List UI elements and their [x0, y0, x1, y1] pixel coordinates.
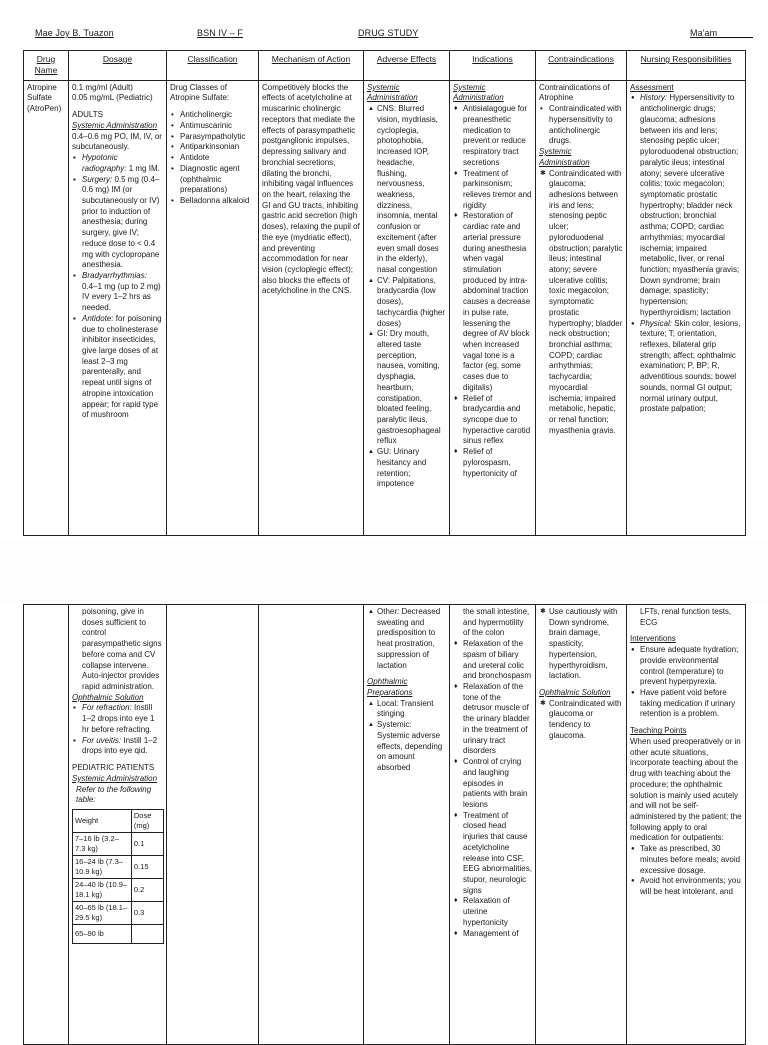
table-row: 7–16 lb (3.2–7.3 kg) 0.1 — [73, 833, 164, 856]
list-item: ♦ Relaxation of uterine hypertonicity — [463, 896, 532, 928]
dosage-continued: poisoning, give in doses sufficient to control parasympathetic signs before coma and CV collapse intervene. Auto-injector provides rapid administration. — [82, 607, 162, 692]
list-item: • Antiparkinsonian — [180, 142, 255, 153]
list-item: • Contraindicated with hypersensitivity to anticholinergic drugs. — [549, 104, 623, 147]
dose-header: Dose (mg) — [131, 809, 163, 832]
indications-heading: Systemic Administration — [453, 82, 504, 103]
list-item: ♦ Antisialagogue for preanesthetic medication to prevent or reduce respiratory tract secretions — [463, 104, 532, 168]
mechanism-cell: Competitively blocks the effects of acetylcholine at muscarinic cholinergic receptors that mediate the effects of parasympathetic postganglionic impulses, depressing salivary and bronchial secretions, dilating the bronchi, inhibiting vagal influences on the heart, relaxing the GI and GU tracts, inhibiting gastric acid secretion (high doses), relaxing the pupil of the eye (mydriatic effect), and preventing accommodation for near vision (cycloplegic effect); also blocks the effects of acetylcholine in the CNS. — [259, 80, 364, 535]
list-item: ▲ CNS: Blurred vision, mydriasis, cycloplegia, photophobia, increased IOP, headache, flushing, nervousness, weakness, dizziness, insomnia, mental confusion or excitement (after even small doses in the elderly), nasal congestion — [377, 104, 446, 276]
student-name: Mae Joy B. Tuazon — [35, 28, 114, 38]
assessment-heading: Assessment — [630, 82, 674, 92]
list-item: ▪ For refraction: Instill 1–2 drops into eye 1 hr before refracting. — [82, 703, 163, 735]
contraindications-cell — [536, 605, 627, 1045]
list-item: ✱ Contraindicated with glaucoma or tendency to glaucoma. — [549, 699, 623, 742]
mechanism-cell — [259, 605, 364, 1045]
list-item: ♦ Treatment of closed head injuries that cause acetylcholine release into CSF, EEG abnormalities, stupor, neurologic signs — [463, 811, 532, 897]
indications-cell — [450, 80, 536, 535]
col-classification: Classification — [167, 51, 259, 81]
list-item: ▪ Bradyarrhythmias: 0.4–1 mg (up to 2 mg) IV every 1–2 hrs as needed. — [82, 271, 163, 314]
nursing-cell — [627, 605, 746, 1045]
list-item: • Parasympatholytic — [180, 132, 255, 143]
table-header-row — [24, 51, 746, 81]
interventions-heading: Interventions — [630, 634, 676, 644]
ophthalmic-solution-heading: Ophthalmic Solution — [539, 688, 611, 698]
course-section: BSN IV – F — [197, 28, 244, 38]
list-item: ▲ GI: Dry mouth, altered taste perception, nausea, vomiting, dysphagia, heartburn, constipation, bloated feeling, paralytic ileus, gastroesophageal reflux — [377, 329, 446, 447]
list-item: ● Have patient void before taking medication if urinary retention is a problem. — [640, 688, 742, 720]
col-drug-name: Drug Name — [24, 51, 69, 81]
drug-study-table — [23, 50, 746, 536]
col-mechanism: Mechanism of Action — [259, 51, 364, 81]
list-item: ♦ Treatment of parkinsonism; relieves tremor and rigidity — [463, 169, 532, 212]
list-item: ♦ Relief of pylorospasm, hypertonicity of — [463, 447, 532, 479]
systemic-admin-heading: Systemic Administration — [72, 120, 158, 130]
col-contraindications: Contraindications — [536, 51, 627, 81]
list-item: ● Ensure adequate hydration; provide environmental control (temperature) to prevent hyperpyrexia. — [640, 645, 742, 688]
list-item: ▪ Surgery: 0.5 mg (0.4–0.6 mg) IM (or subcutaneously or IV) prior to induction of anesthesia; during surgery, give IV; reduce dose to < 0.4 mg with cyclopropane anesthesia. — [82, 175, 163, 271]
adults-heading: ADULTS — [72, 110, 103, 120]
list-item: • Antidote — [180, 153, 255, 164]
list-item: • Anticholinergic — [180, 110, 255, 121]
weight-header: Weight — [73, 809, 132, 832]
teaching-points-text: When used preoperatively or in other acute situations, incorporate teaching about the drug with teaching about the procedure; the ophthalmic solution is mainly used acutely and will not be self-administered by the patient; the following apply to oral medication for outpatients: — [630, 736, 742, 843]
table-row — [24, 80, 746, 535]
dosage-adult: 0.1 mg/ml (Adult) — [72, 82, 133, 92]
adverse-list — [367, 104, 446, 490]
dosage-list — [72, 153, 163, 421]
ophthalmic-preparations-heading: Ophthalmic Preparations — [367, 677, 413, 698]
drug-study-page-2 — [0, 604, 768, 1024]
table-row: 40–65 lb (18.1–29.5 kg) 0.3 — [73, 902, 164, 925]
list-item: ♦ Control of crying and laughing episodes in patients with brain lesions — [463, 757, 532, 811]
indications-cell — [450, 605, 536, 1045]
document-title: DRUG STUDY — [358, 28, 419, 38]
list-item: ♦ Relaxation of the tone of the detrusor muscle of the urinary bladder in the treatment of urinary tract disorders — [463, 682, 532, 757]
list-item: ♦ Relief of bradycardia and syncope due to hyperactive carotid sinus reflex — [463, 394, 532, 448]
table-row: 65–90 lb — [73, 925, 164, 944]
list-item: ▲ Other: Decreased sweating and predisposition to heat prostration, suppression of lactation — [377, 607, 446, 671]
drug-name-cell: Atropine Sulfate (AtroPen) — [24, 80, 69, 535]
table-row: 16–24 lb (7.3–10.9 kg) 0.15 — [73, 856, 164, 879]
col-indications: Indications — [450, 51, 536, 81]
systemic-admin-text: 0.4–0.6 mg PO, IM, IV, or subcutaneously. — [72, 131, 162, 152]
dosage-pediatric: 0.05 mg/mL (Pediatric) — [72, 93, 153, 103]
systemic-admin-heading: Systemic Administration — [72, 773, 158, 783]
list-item: • Belladonna alkaloid — [180, 196, 255, 207]
teaching-points-heading: Teaching Points — [630, 726, 687, 736]
list-item: ✱ Contraindicated with glaucoma; adhesions between iris and lens; stenosing peptic ulcer; pyloroduodenal obstruction; paralytic ileus; intestinal atony; severe ulcerative colitis; toxic megacolon; symptomatic prostatic hypertrophy; bladder neck obstruction; bronchial asthma; COPD; cardiac arrhythmias; tachycardia; myocardial ischemia; impaired metabolic, hepatic, or renal function; myasthenia gravis. — [549, 169, 623, 437]
list-item: • Antimuscarinic — [180, 121, 255, 132]
adverse-effects-cell — [364, 80, 450, 535]
list-item: ▪ For uveitis: Instill 1–2 drops into eye qid. — [82, 736, 163, 757]
classification-intro: Drug Classes of Atropine Sulfate: — [170, 82, 230, 103]
classification-cell — [167, 80, 259, 535]
list-item: ▲ CV: Palpitations, bradycardia (low doses), tachycardia (higher doses) — [377, 276, 446, 330]
indications-list — [453, 104, 532, 479]
nursing-continued: LFTs, renal function tests, ECG — [640, 607, 732, 627]
drug-study-table-continued — [23, 604, 746, 1045]
table-row: 24–40 lb (10.9–18.1 kg) 0.2 — [73, 879, 164, 902]
list-item: ▪ Hypotonic radiography: 1 mg IM. — [82, 153, 163, 174]
classification-list — [170, 110, 255, 206]
list-item: ● Take as prescribed, 30 minutes before meals; avoid excessive dosage. — [640, 844, 742, 876]
col-dosage: Dosage — [69, 51, 167, 81]
page-gap — [0, 540, 768, 604]
indications-continued: the small intestine, and hypermotility of the colon — [463, 607, 530, 638]
contraindications-cell — [536, 80, 627, 535]
contra-heading: Contraindications of Atrophine — [539, 82, 610, 103]
list-item: ● Avoid hot environments; you will be heat intolerant, and — [640, 876, 742, 897]
ophthalmic-heading: Ophthalmic Solution — [72, 692, 144, 702]
list-item: ♦ Relaxation of the spasm of biliary and ureteral colic and bronchospasm — [463, 639, 532, 682]
list-item: ● History: Hypersensitivity to anticholinergic drugs; glaucoma; adhesions between iris and lens; stenosing peptic ulcer; pyloroduodenal obstruction; paralytic ileus; intestinal atony; severe ulcerative colitis; toxic megacolon; symptomatic prostatic hypertrophy; bladder neck obstruction; bronchial asthma; COPD; cardiac arrhythmias; myocardial ischemia; impaired metabolic, liver, or renal function; myasthenia gravis; Down syndrome; brain damage; spasticity; hypertension; hyperthyroidism; lactation — [640, 93, 742, 318]
dosage-cell — [69, 605, 167, 1045]
classification-cell — [167, 605, 259, 1045]
contra-systemic-heading: Systemic Administration — [539, 147, 590, 167]
list-item: ▲ Systemic: Systemic adverse effects, depending on amount absorbed — [377, 720, 446, 774]
nursing-cell — [627, 80, 746, 535]
list-item: ● Physical: Skin color, lesions, texture; T; orientation, reflexes, bilateral grip strength; affect; ophthalmic examination; P, BP; R, adventitious sounds; bowel sounds, normal GI output; normal urinary output, prostate palpation; — [640, 319, 742, 415]
instructor-name: Ma'am_______ — [690, 28, 753, 38]
list-item: ✱ Use cautiously with Down syndrome, brain damage, spasticity, hypertension, hyperthyroidism, lactation. — [549, 607, 623, 682]
col-nursing: Nursing Responsibilities — [627, 51, 746, 81]
dosage-cell — [69, 80, 167, 535]
list-item: ♦ Management of — [463, 929, 532, 940]
list-item: ▲ GU: Urinary hesitancy and retention; impotence — [377, 447, 446, 490]
col-adverse-effects: Adverse Effects — [364, 51, 450, 81]
drug-name-cell — [24, 605, 69, 1045]
table-row — [24, 605, 746, 1045]
adverse-effects-cell — [364, 605, 450, 1045]
list-item: ♦ Restoration of cardiac rate and arterial pressure during anesthesia when vagal stimulation produced by intra-abdominal traction causes a decrease in pulse rate, lessening the degree of AV block when increased vagal tone is a factor (eg, some cases due to digitalis) — [463, 211, 532, 393]
adverse-heading: Systemic Administration — [367, 82, 418, 103]
list-item: ▲ Local: Transient stinging — [377, 699, 446, 720]
pediatric-heading: PEDIATRIC PATIENTS — [72, 763, 155, 773]
list-item: ▪ Antidote: for poisoning due to cholinesterase inhibitor insecticides, give large doses of at least 2–3 mg parenterally, and repeat until signs of atropine intoxication appear; for rapid type of mushroom — [82, 314, 163, 421]
pediatric-dose-table — [72, 809, 164, 944]
refer-table-text: Refer to the following table: — [76, 784, 152, 805]
list-item: • Diagnostic agent (ophthalmic preparations) — [180, 164, 255, 196]
